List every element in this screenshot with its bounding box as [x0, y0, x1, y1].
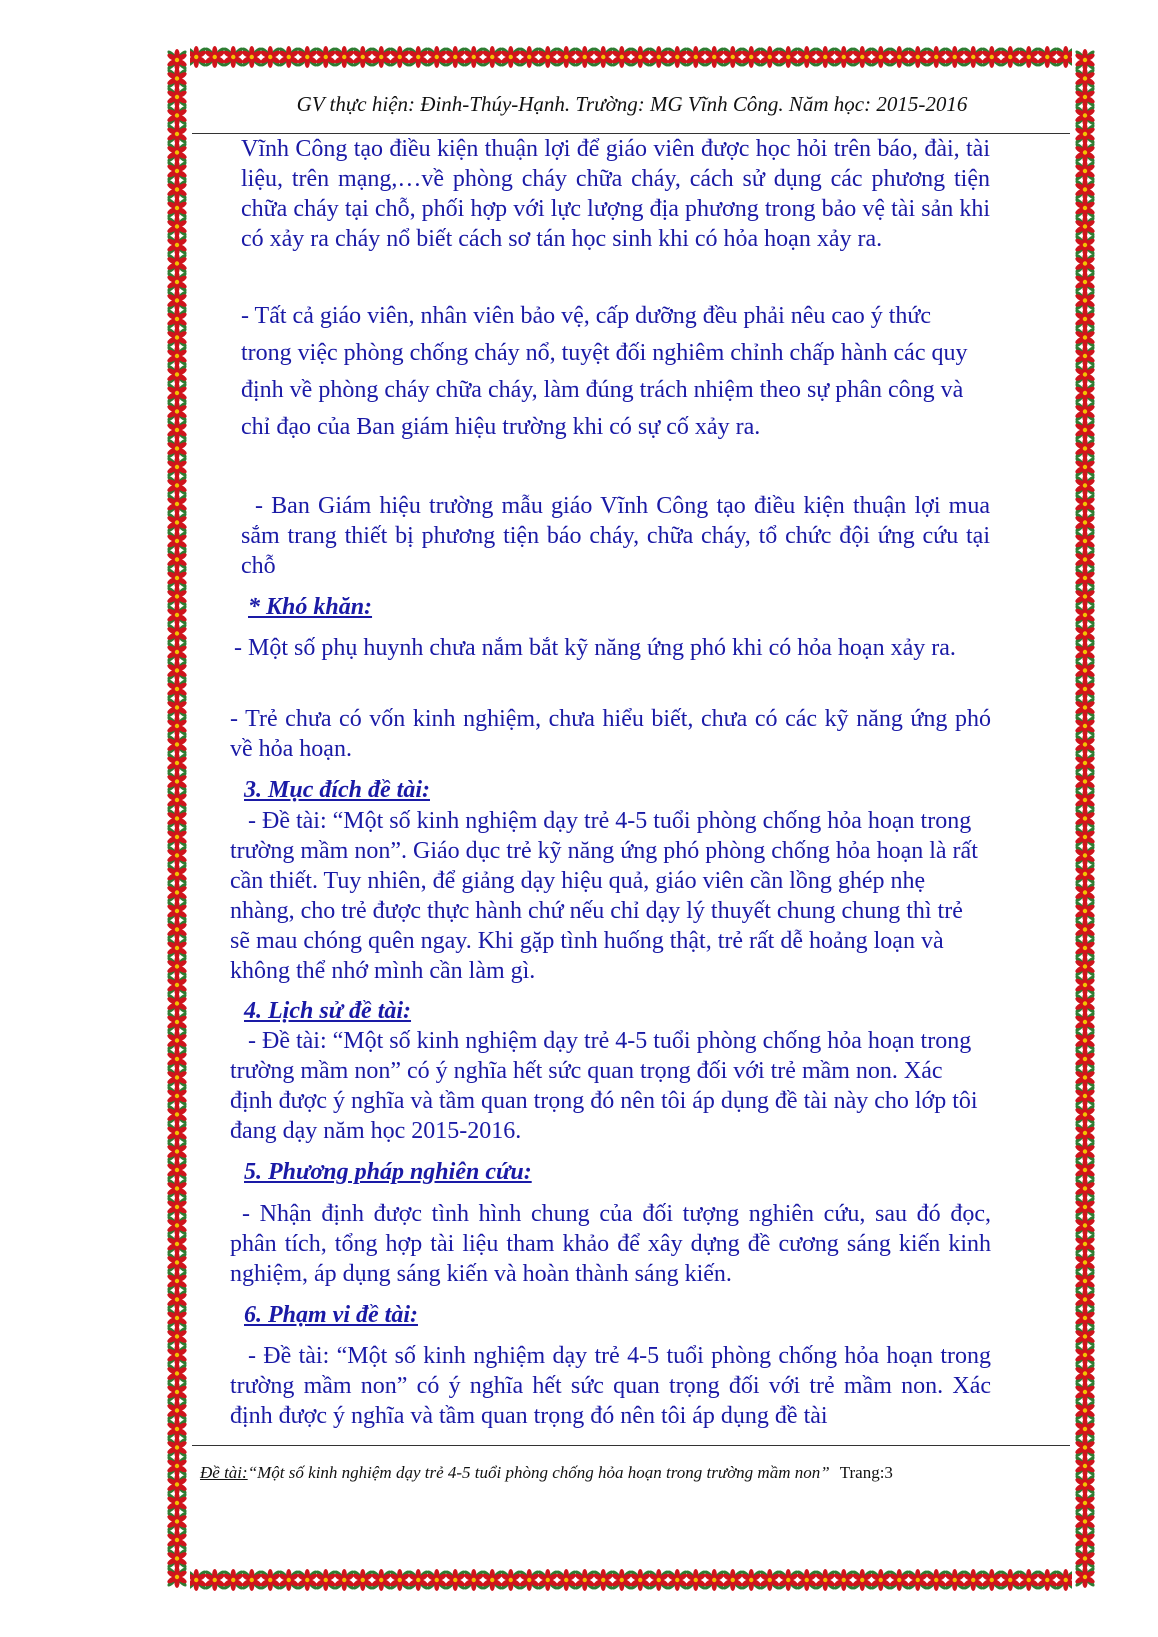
heading-scope: 6. Phạm vi đề tài:: [244, 1302, 418, 1328]
paragraph-scope: - Đề tài: “Một số kinh nghiệm dạy trẻ 4-5 tuổi phòng chống hỏa hoạn trong trường mầm non” có ý nghĩa hết sức quan trọng đối với trẻ mầm non. Xác định được ý nghĩa và tầm quan trọng đó nên tôi áp dụng đề tài: [230, 1343, 991, 1429]
paragraph-staff-duty: - Tất cả giáo viên, nhân viên bảo vệ, cấp dưỡng đều phải nêu cao ý thức trong việc phòng chống cháy nổ, tuyệt đối nghiêm chỉnh chấp hành các quy định về phòng cháy chữa cháy, làm đúng trách nhiệm theo sự phân công và chỉ đạo của Ban giám hiệu trường khi có sự cố xảy ra.: [241, 303, 968, 440]
footer-rule: [192, 1445, 1070, 1446]
footer-label: Đề tài:: [200, 1463, 248, 1482]
paragraph-equipment: - Ban Giám hiệu trường mẫu giáo Vĩnh Công tạo điều kiện thuận lợi mua sắm trang thiết bị phương tiện báo cháy, chữa cháy, tổ chức đội ứng cứu tại chỗ: [241, 493, 990, 579]
paragraph-conditions: Vĩnh Công tạo điều kiện thuận lợi để giáo viên được học hỏi trên báo, đài, tài liệu, trên mạng,…về phòng cháy chữa cháy, cách sử dụng các phương tiện chữa cháy tại chỗ, phối hợp với lực lượng địa phương trong bảo vệ tài sản khi có xảy ra cháy nổ biết cách sơ tán học sinh khi có hỏa hoạn xảy ra.: [241, 136, 990, 252]
page-header: GV thực hiện: Đinh-Thúy-Hạnh. Trường: MG Vĩnh Công. Năm học: 2015-2016: [296, 92, 968, 116]
footer-title: “Một số kinh nghiệm dạy trẻ 4-5 tuổi phòng chống hỏa hoạn trong trường mầm non”: [247, 1463, 830, 1482]
heading-difficulties: * Khó khăn:: [248, 594, 373, 620]
page-number: Trang:3: [839, 1463, 893, 1482]
heading-history: 4. Lịch sử đề tài:: [244, 998, 412, 1024]
paragraph-parents: - Một số phụ huynh chưa nắm bắt kỹ năng ứng phó khi có hỏa hoạn xảy ra.: [234, 635, 956, 661]
heading-method: 5. Phương pháp nghiên cứu:: [244, 1159, 532, 1185]
page-footer: [200, 1463, 1064, 1483]
paragraph-history: - Đề tài: “Một số kinh nghiệm dạy trẻ 4-5 tuổi phòng chống hỏa hoạn trong trường mầm non” có ý nghĩa hết sức quan trọng đối với trẻ mầm non. Xác định được ý nghĩa và tầm quan trọng đó nên tôi áp dụng đề tài này cho lớp tôi đang dạy năm học 2015-2016.: [230, 1028, 978, 1144]
heading-purpose: 3. Mục đích đề tài:: [244, 777, 430, 803]
paragraph-method: - Nhận định được tình hình chung của đối tượng nghiên cứu, sau đó đọc, phân tích, tổng hợp tài liệu tham khảo để xây dựng đề cương sáng kiến kinh nghiệm, áp dụng sáng kiến và hoàn thành sáng kiến.: [230, 1201, 991, 1287]
paragraph-purpose: - Đề tài: “Một số kinh nghiệm dạy trẻ 4-5 tuổi phòng chống hỏa hoạn trong trường mầm non”. Giáo dục trẻ kỹ năng ứng phó phòng chống hỏa hoạn là rất cần thiết. Tuy nhiên, để giảng dạy hiệu quả, giáo viên cần lồng ghép nhẹ nhàng, cho trẻ được thực hành chứ nếu chỉ dạy lý thuyết chung chung thì trẻ sẽ mau chóng quên ngay. Khi gặp tình huống thật, trẻ rất dễ hoảng loạn và không thể nhớ mình cần làm gì.: [230, 808, 978, 984]
paragraph-children: - Trẻ chưa có vốn kinh nghiệm, chưa hiểu biết, chưa có các kỹ năng ứng phó về hỏa hoạn.: [230, 706, 991, 762]
